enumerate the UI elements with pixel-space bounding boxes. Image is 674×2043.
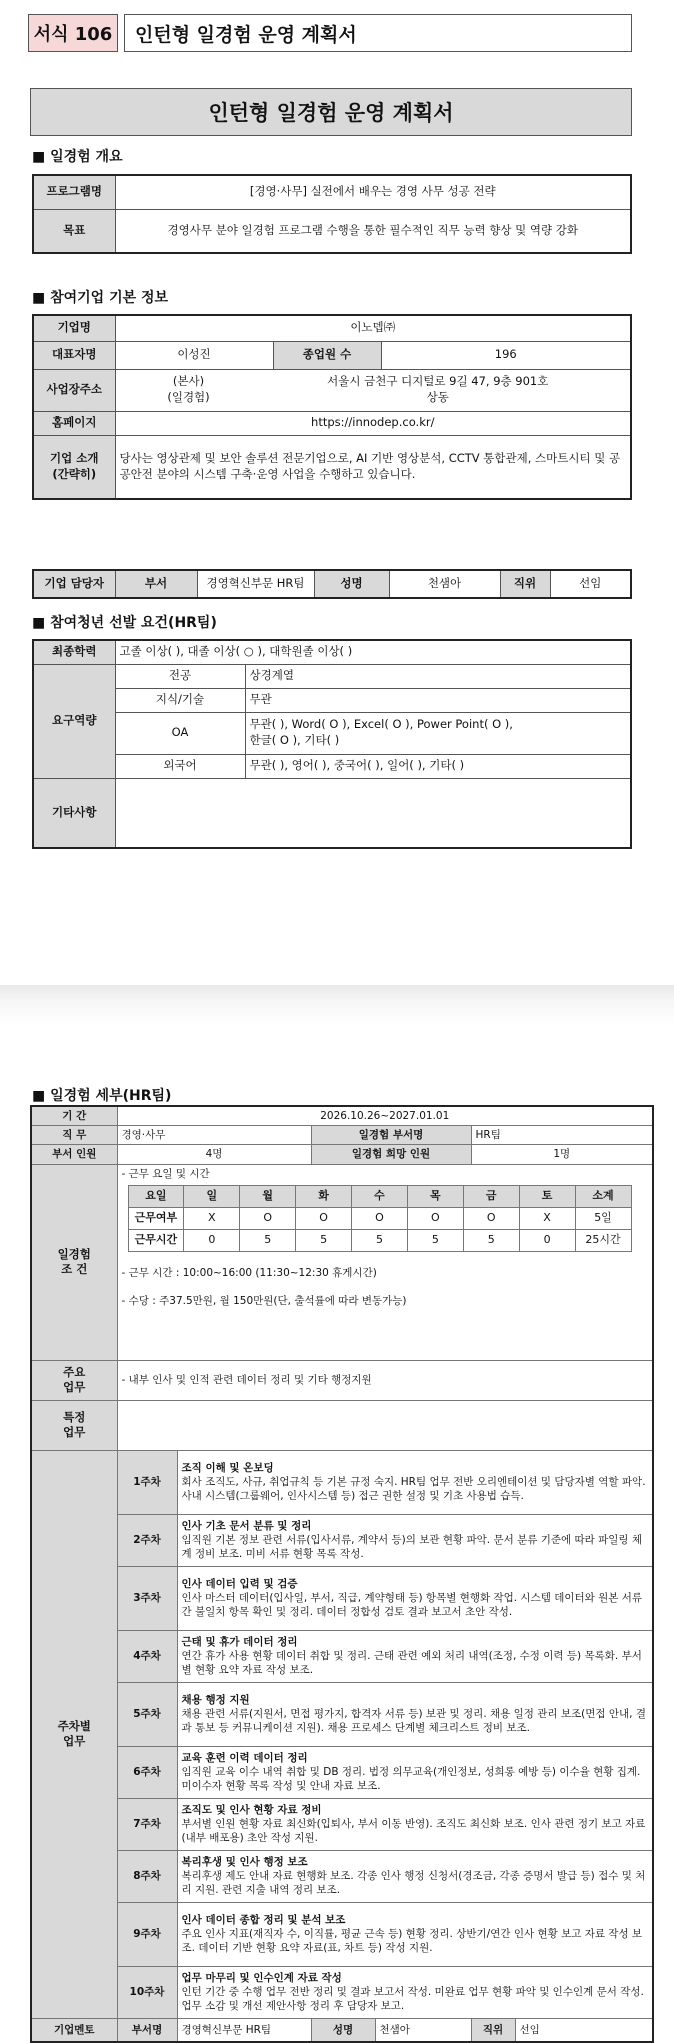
week-content [177,1902,653,1966]
main-duty-value: - 내부 인사 및 인적 관련 데이터 정리 및 기타 행정지원 [117,1360,653,1400]
address-hq-value: 서울시 금천구 디지털로 9길 47, 9층 901호 [327,374,549,389]
ceo-value: 이성진 [115,341,273,369]
language-value: 무관( ), 영어( ), 중국어( ), 일어( ), 기타( ) [245,754,631,778]
language-label: 외국어 [115,754,245,778]
work-day-cell: O [240,1207,296,1229]
company-name-label: 기업명 [33,315,115,341]
skill-label: 지식/기술 [115,688,245,712]
dept-staff-value: 4명 [117,1145,311,1164]
week-title: 인사 기초 문서 분류 및 정리 [181,1519,312,1532]
week-content [177,1798,653,1850]
company-table [32,314,632,500]
week-title: 교육 훈련 이력 데이터 정리 [181,1751,308,1764]
week-text: 연간 휴가 사용 현황 데이터 취합 및 정리. 근태 관련 예외 처리 내역(조정, 수정 이력 등) 목록화. 부서별 현황 요약 자료 작성 보조. [181,1649,642,1677]
work-hour-cell: 5 [463,1229,519,1251]
duty-label: 직 무 [31,1126,117,1145]
pay-note: - 수당 : 주37.5만원, 월 150만원(단, 출석률에 따라 변동가능) [121,1294,407,1307]
contact-label: 기업 담당자 [33,570,115,598]
week-title: 복리후생 및 인사 행정 보조 [181,1855,308,1868]
week-label: 1주차 [117,1450,177,1514]
work-hour-cell: 0 [184,1229,240,1251]
work-day-subtotal: 5일 [575,1207,631,1229]
major-label: 전공 [115,664,245,688]
mentor-dept-label: 부서명 [117,2018,177,2042]
work-day-cell: X [184,1207,240,1229]
week-label: 8주차 [117,1850,177,1902]
contact-name-label: 성명 [314,570,389,598]
week-content [177,1682,653,1746]
week-label: 9주차 [117,1902,177,1966]
conditions-label: 일경험 조 건 [31,1164,117,1360]
address-hq-tag: (본사) [172,374,205,389]
week-text: 복리후생 제도 안내 자료 현행화 보조. 각종 인사 행정 신청서(경조금, 각종 증명서 발급 등) 접수 및 처리 지원. 관련 지출 내역 정리 보조. [181,1869,646,1897]
duty-value: 경영·사무 [117,1126,311,1145]
special-duty-label: 특정 업무 [31,1400,117,1450]
work-day-cell: O [296,1207,352,1229]
address-label: 사업장주소 [33,369,115,411]
week-title: 업무 마무리 및 인수인계 자료 작성 [181,1971,342,1984]
schedule-head-cell: 요일 [128,1185,184,1207]
week-title: 조직 이해 및 온보딩 [181,1461,274,1474]
etc-value [115,778,631,848]
work-time-note: - 근무 시간 : 10:00~16:00 (11:30~12:30 휴게시간) [121,1266,377,1279]
education-label: 최종학력 [33,640,115,664]
company-intro-value: 당사는 영상관제 및 보안 솔루션 전문기업으로, AI 기반 영상분석, CCTV 통합관제, 스마트시티 및 공공안전 분야의 시스템 구축·운영 사업을 수행하고 있습니다. [115,435,631,499]
week-label: 3주차 [117,1566,177,1630]
form-number-badge: 서식 106 [28,14,118,52]
section-heading-overview: ■ 일경험 개요 [32,149,123,165]
requirements-table [32,639,632,849]
company-name-value: 이노뎁㈜ [115,315,631,341]
goal-label: 목표 [33,209,115,253]
week-text: 주요 인사 지표(재직자 수, 이직률, 평균 근속 등) 현황 정리. 상반기/연간 인사 현황 보고 자료 작성 보조. 데이터 기반 현황 요약 자료(표, 차트 등) 작성 지원. [181,1927,643,1955]
contact-name-value: 천샘아 [389,570,500,598]
mentor-name-value: 천샘아 [375,2018,471,2042]
work-day-cell: O [352,1207,408,1229]
week-content [177,1514,653,1566]
detail-table [30,1105,654,2043]
work-dept-value: HR팀 [471,1126,653,1145]
major-value: 상경계열 [245,664,631,688]
contact-dept-label: 부서 [115,570,197,598]
period-value: 2026.10.26~2027.01.01 [117,1106,653,1126]
week-label: 4주차 [117,1630,177,1682]
week-label: 10주차 [117,1966,177,2018]
document-title: 인턴형 일경험 운영 계획서 [30,88,632,136]
skill-value: 무관 [245,688,631,712]
address-work-tag: (일경험) [167,390,210,404]
overview-table [32,174,632,254]
etc-label: 기타사항 [33,778,115,848]
week-text: 임직원 기본 정보 관련 서류(입사서류, 계약서 등)의 보관 현황 파악. 문서 분류 기준에 따라 파일링 체계 정비 보조. 미비 서류 현황 목록 작성. [181,1533,643,1561]
week-text: 임직원 교육 이수 내역 취합 및 DB 정리. 법정 의무교육(개인정보, 성희롱 예방 등) 이수율 현황 집계. 미이수자 현황 목록 작성 및 안내 자료 보조. [181,1765,641,1793]
work-hour-cell: 5 [296,1229,352,1251]
week-content [177,1850,653,1902]
week-title: 채용 행정 지원 [181,1693,250,1706]
week-content [177,1450,653,1514]
work-days-label: 근무여부 [128,1207,184,1229]
work-dept-label: 일경험 부서명 [311,1126,471,1145]
week-label: 7주차 [117,1798,177,1850]
company-intro-label: 기업 소개 (간략히) [33,435,115,499]
form-header [28,14,632,52]
week-text: 채용 관련 서류(지원서, 면접 평가지, 합격자 서류 등) 보관 및 정리. 채용 일정 관리 보조(면접 안내, 결과 통보 등 커뮤니케이션 지원). 채용 프로세스 단계별 체크리스트 정비 보조. [181,1707,646,1735]
period-label: 기 간 [31,1106,117,1126]
contact-dept-value: 경영혁신부문 HR팀 [197,570,314,598]
week-label: 5주차 [117,1682,177,1746]
work-hour-cell: 5 [407,1229,463,1251]
week-title: 근태 및 휴가 데이터 정리 [181,1635,298,1648]
oa-label: OA [115,712,245,754]
work-hour-cell: 0 [519,1229,575,1251]
schedule-table [128,1185,632,1252]
goal-value: 경영사무 분야 일경험 프로그램 수행을 통한 필수적인 직무 능력 향상 및 역량 강화 [115,209,631,253]
schedule-head-cell: 화 [296,1185,352,1207]
education-value: 고졸 이상( ), 대졸 이상( ○ ), 대학원졸 이상( ) [115,640,631,664]
hope-count-label: 일경험 희망 인원 [311,1145,471,1164]
page-break [0,985,674,1025]
schedule-head-cell: 수 [352,1185,408,1207]
oa-value-line-2: 한글( O ), 기타( ) [249,733,340,747]
week-content [177,1966,653,2018]
mentor-position-label: 직위 [471,2018,515,2042]
schedule-head-cell: 일 [184,1185,240,1207]
week-label: 6주차 [117,1746,177,1798]
schedule-head-cell: 토 [519,1185,575,1207]
address-work-value: 상동 [426,390,449,404]
weekly-tasks-label: 주차별 업무 [31,1450,117,2018]
schedule-head-cell: 월 [240,1185,296,1207]
week-content [177,1746,653,1798]
mentor-dept-value: 경영혁신부문 HR팀 [177,2018,311,2042]
dept-staff-label: 부서 인원 [31,1145,117,1164]
ceo-label: 대표자명 [33,341,115,369]
work-hour-cell: 5 [240,1229,296,1251]
schedule-head-cell: 소계 [575,1185,631,1207]
program-name-value: [경영·사무] 실전에서 배우는 경영 사무 성공 전략 [115,175,631,209]
week-label: 2주차 [117,1514,177,1566]
oa-value-line-1: 무관( ), Word( O ), Excel( O ), Power Point( O ), [249,717,513,732]
week-title: 인사 데이터 종합 정리 및 분석 보조 [181,1913,346,1926]
week-content [177,1630,653,1682]
schedule-title: - 근무 요일 및 시간 [121,1167,210,1180]
section-heading-detail: ■ 일경험 세부(HR팀) [32,1088,172,1104]
conditions-value [117,1164,653,1360]
work-day-cell: X [519,1207,575,1229]
work-day-cell: O [407,1207,463,1229]
week-text: 인사 마스터 데이터(입사일, 부서, 직급, 계약형태 등) 항목별 현행화 작업. 시스템 데이터와 원본 서류 간 불일치 항목 확인 및 정리. 데이터 정합성 검토 결과 보고서 초안 작성. [181,1591,643,1619]
section-heading-requirements: ■ 참여청년 선발 요건(HR팀) [32,615,217,631]
week-title: 인사 데이터 입력 및 검증 [181,1577,298,1590]
work-hour-subtotal: 25시간 [575,1229,631,1251]
week-title: 조직도 및 인사 현황 자료 정비 [181,1803,322,1816]
hope-count-value: 1명 [471,1145,653,1164]
work-hours-label: 근무시간 [128,1229,184,1251]
employee-count-value: 196 [381,341,631,369]
mentor-name-label: 성명 [311,2018,375,2042]
week-text: 부서별 인원 현황 자료 최신화(입퇴사, 부서 이동 반영). 조직도 최신화 보조. 인사 관련 정기 보고 자료(내부 배포용) 초안 작성 지원. [181,1817,646,1845]
program-name-label: 프로그램명 [33,175,115,209]
homepage-label: 홈페이지 [33,411,115,435]
work-hour-cell: 5 [352,1229,408,1251]
week-content [177,1566,653,1630]
schedule-head-cell: 목 [407,1185,463,1207]
address-value [115,369,631,411]
schedule-head-cell: 금 [463,1185,519,1207]
competency-label: 요구역량 [33,664,115,778]
main-duty-label: 주요 업무 [31,1360,117,1400]
mentor-position-value: 선임 [515,2018,653,2042]
special-duty-value [117,1400,653,1450]
contact-position-value: 선임 [550,570,631,598]
week-text: 회사 조직도, 사규, 취업규칙 등 기본 규정 숙지. HR팀 업무 전반 오리엔테이션 및 담당자별 역할 파악. 사내 시스템(그룹웨어, 인사시스템 등) 접근 권한 설정 및 기초 사용법 습득. [181,1475,646,1503]
mentor-label: 기업멘토 [31,2018,117,2042]
company-contact-table [32,569,632,599]
page-1 [0,0,674,985]
employee-count-label: 종업원 수 [273,341,381,369]
page-2 [0,1025,674,2036]
oa-value [245,712,631,754]
contact-position-label: 직위 [500,570,550,598]
section-heading-company: ■ 참여기업 기본 정보 [32,290,169,306]
week-text: 인턴 기간 중 수행 업무 전반 정리 및 결과 보고서 작성. 미완료 업무 현황 파악 및 인수인계 문서 작성. 업무 소감 및 개선 제안사항 정리 후 담당자 보고. [181,1985,644,2013]
homepage-link[interactable]: https://innodep.co.kr/ [115,411,631,435]
form-title: 인턴형 일경험 운영 계획서 [124,14,632,52]
work-day-cell: O [463,1207,519,1229]
